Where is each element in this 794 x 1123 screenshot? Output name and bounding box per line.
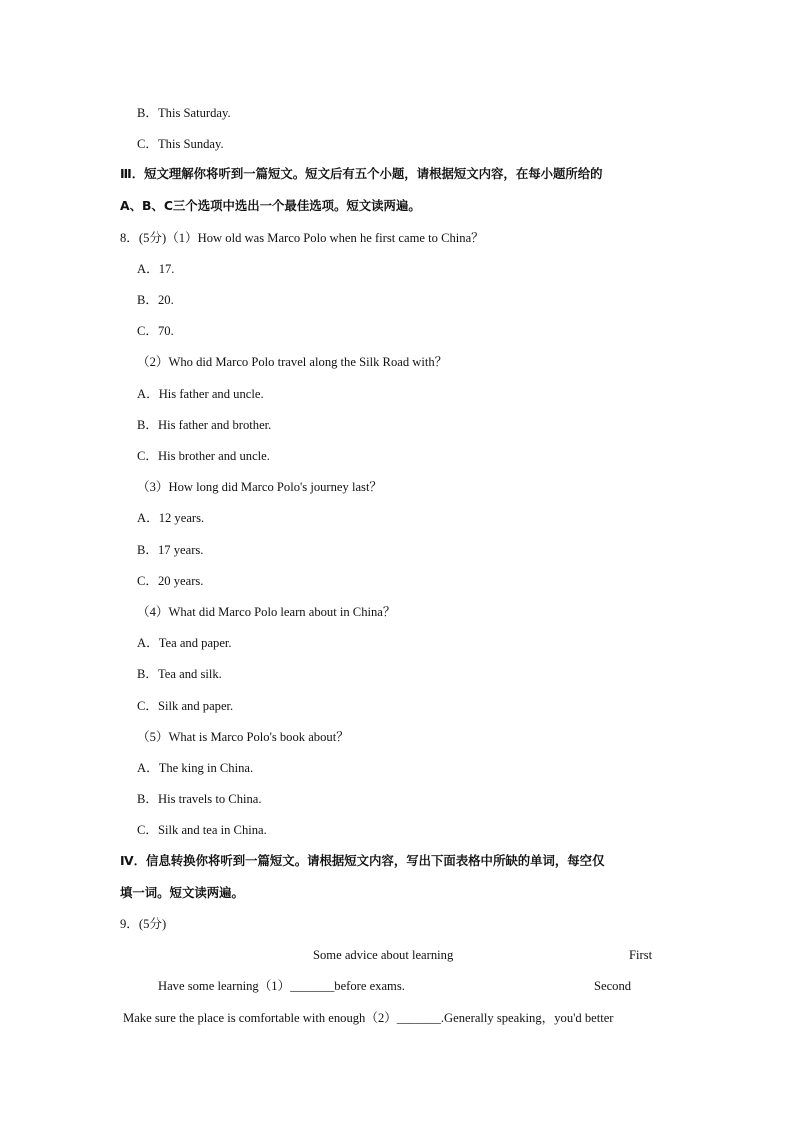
q8-1-option-a: A．17.: [137, 262, 175, 276]
table-title: Some advice about learning: [313, 948, 454, 962]
q8-2-option-a: A．His father and uncle.: [137, 387, 264, 401]
question-8-header: 8．(5分)（1）How old was Marco Polo when he first came to China？: [120, 231, 484, 245]
q8-1-option-c: C．70.: [137, 324, 174, 338]
table-label-first: First: [629, 948, 653, 962]
q8-4-option-c: C．Silk and paper.: [137, 699, 234, 713]
section-3-heading-line2: A、B、C三个选项中选出一个最佳选项。短文读两遍。: [120, 198, 421, 213]
prev-option-b: B．This Saturday.: [137, 106, 231, 120]
q8-5-option-b: B．His travels to China.: [137, 792, 262, 806]
q8-5-option-c: C．Silk and tea in China.: [137, 823, 267, 837]
q8-3-option-c: C．20 years.: [137, 574, 204, 588]
section-3-heading-line1: Ⅲ．短文理解你将听到一篇短文。短文后有五个小题，请根据短文内容，在每小题所给的: [120, 166, 603, 181]
q8-1-option-b: B．20.: [137, 293, 174, 307]
prev-option-c: C．This Sunday.: [137, 137, 224, 151]
q8-3-question: （3）How long did Marco Polo's journey last？: [137, 480, 383, 494]
table-cell-first-advice: Have some learning（1）_______before exams.: [158, 979, 405, 993]
q8-2-option-c: C．His brother and uncle.: [137, 449, 270, 463]
q8-4-option-a: A．Tea and paper.: [137, 636, 232, 650]
section-4-heading-line2: 填一词。短文读两遍。: [120, 885, 244, 900]
question-9-header: 9．(5分): [120, 917, 167, 931]
table-cell-second-advice: Make sure the place is comfortable with enough（2）_______.Generally speaking，you'd better: [123, 1011, 614, 1025]
section-4-heading-line1: Ⅳ．信息转换你将听到一篇短文。请根据短文内容，写出下面表格中所缺的单词，每空仅: [120, 853, 605, 868]
q8-5-question: （5）What is Marco Polo's book about？: [137, 730, 349, 744]
q8-3-option-b: B．17 years.: [137, 543, 204, 557]
q8-5-option-a: A．The king in China.: [137, 761, 254, 775]
q8-4-option-b: B．Tea and silk.: [137, 667, 222, 681]
table-label-second: Second: [594, 979, 632, 993]
q8-2-option-b: B．His father and brother.: [137, 418, 272, 432]
q8-3-option-a: A．12 years.: [137, 511, 205, 525]
q8-4-question: （4）What did Marco Polo learn about in China？: [137, 605, 396, 619]
q8-2-question: （2）Who did Marco Polo travel along the Silk Road with？: [137, 355, 448, 369]
